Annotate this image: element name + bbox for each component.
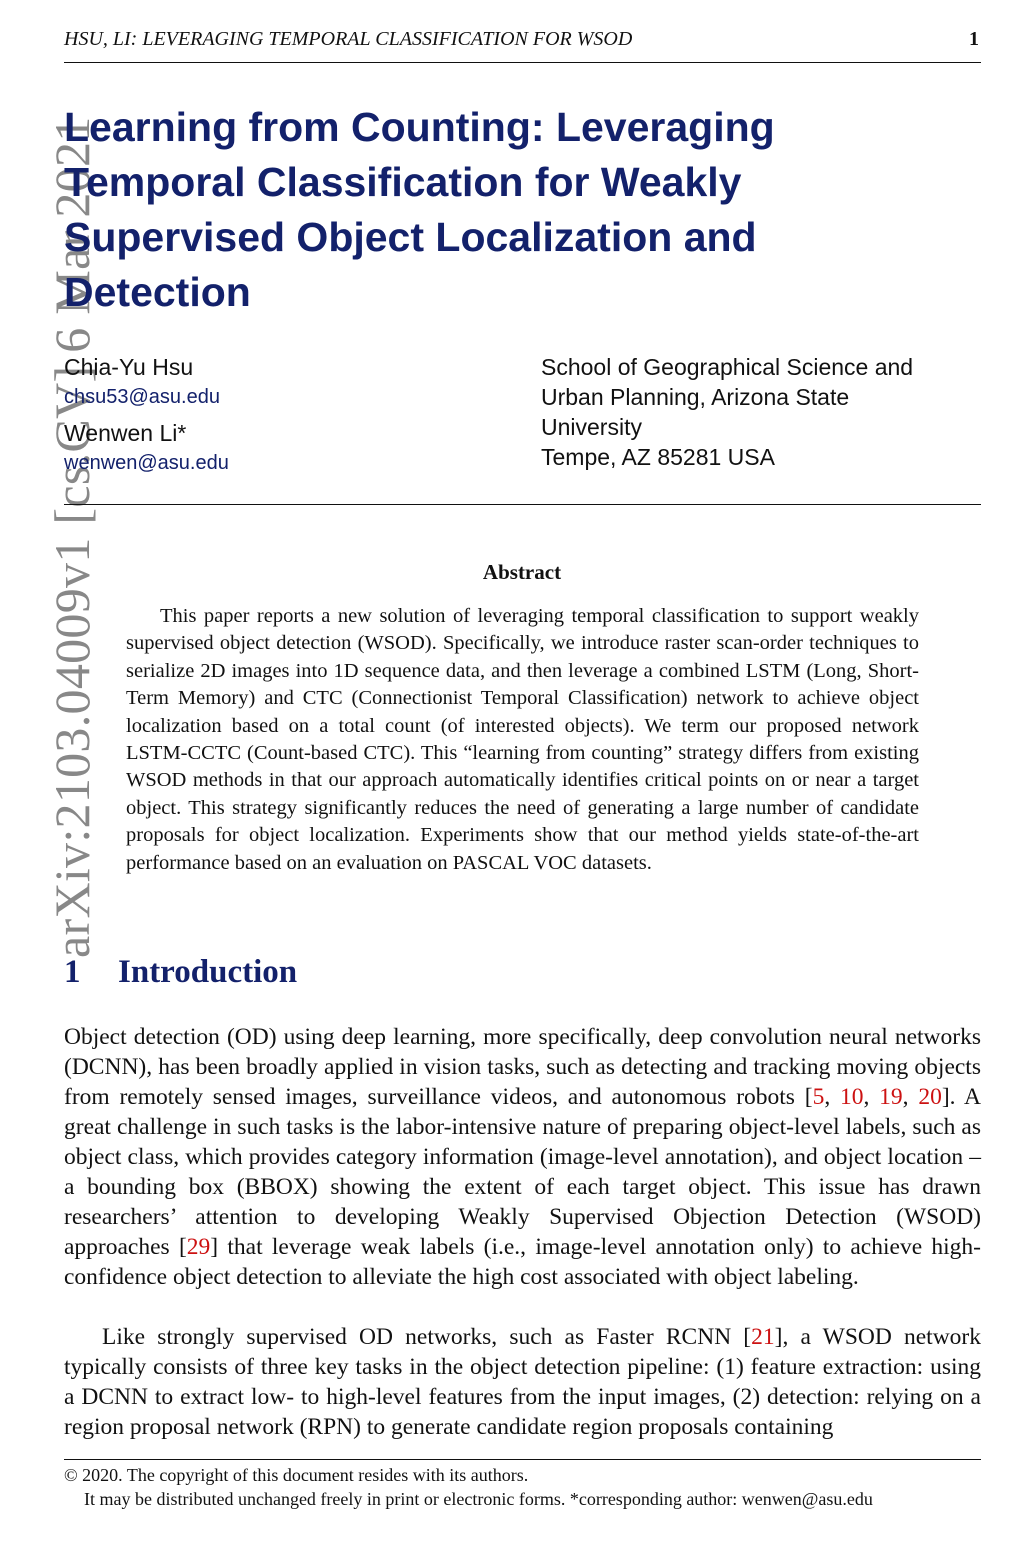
paragraph-text: ]. A great challenge in such tasks is the labor-intensive nature of preparing object-level labels, such as object class, which provides category information (image-level annotation), and object location – a bounding box (BBOX) showing the extent of each target object. This issue has drawn researchers’ attention to developing Weakly Supervised Objection Detection (WSOD) approaches [ [64,1084,982,1260]
running-head-title: HSU, LI: LEVERAGING TEMPORAL CLASSIFICATION FOR WSOD [64,28,633,50]
author-email-link[interactable]: chsu53@asu.edu [64,386,220,408]
citation-link[interactable]: 10 [840,1084,864,1110]
paragraph-text: Object detection (OD) using deep learning, more specifically, deep convolution neural networks (DCNN), has been broadly applied in vision tasks, such as detecting and tracking moving objects from remotely sensed images, surveillance videos, and autonomous robots [ [64,1024,981,1110]
section-title: Introduction [118,954,298,990]
paragraph-text: ], a WSOD network typically consists of three key tasks in the object detection pipeline: (1) feature extraction: using a DCNN to extract low- to high-level features from the input images, (2) detection: relying on a region proposal network (RPN) to generate candidate region proposals containing [64,1324,982,1440]
author-name: Chia-Yu Hsu [64,354,194,380]
affiliation-line: University [541,414,642,440]
distribution-notice: It may be distributed unchanged freely in print or electronic forms. *corresponding author: wenwen@asu.edu [84,1489,873,1509]
affiliation-line: Tempe, AZ 85281 USA [541,444,775,470]
abstract-heading: Abstract [482,560,562,584]
citation-link[interactable]: 20 [918,1084,942,1110]
footer-divider [64,1459,981,1460]
section-number: 1 [64,954,81,990]
citation-link[interactable]: 29 [186,1234,211,1260]
intro-paragraph: Object detection (OD) using deep learning, more specifically, deep convolution neural networks (DCNN), has been broadly applied in vision tasks, such as detecting and tracking moving objects from remotely sensed images, surveillance videos, and autonomous robots [5, 10, 19, 20]. A great challenge in such tasks is the labor-intensive nature of preparing object-level labels, such as object class, which provides category information (image-level annotation), and object location – a bounding box (BBOX) showing the extent of each target object. This issue has drawn researchers’ attention to developing Weakly Supervised Objection Detection (WSOD) approaches [29] that leverage weak labels (i.e., image-level annotation only) to achieve high-confidence object detection to alleviate the high cost associated with object labeling. [64,1024,982,1290]
affiliation [541,352,971,472]
arxiv-stamp: arXiv:2103.04009v1 [cs.CV] 6 Mar 2021 [44,116,100,958]
divider [64,504,981,505]
paragraph-text: Like strongly supervised OD networks, such as Faster RCNN [ [102,1324,752,1350]
abstract-body: This paper reports a new solution of leveraging temporal classification to support weakly supervised object detection (WSOD). Specifically, we introduce raster scan-order techniques to serialize 2D images into 1D sequence data, and then leverage a combined LSTM (Long, Short-Term Memory) and CTC (Connectionist Temporal Classification) network to achieve object localization based on a total count (of interested objects). We term our proposed network LSTM-CCTC (Count-based CTC). This “learning from counting” strategy differs from existing WSOD methods in that our approach automatically identifies critical points on or near a target object. This strategy significantly reduces the need of generating a large number of candidate proposals for object localization. Experiments show that our method yields state-of-the-art performance based on an evaluation on PASCAL VOC datasets. [126,605,919,874]
intro-paragraph [64,1322,981,1442]
citation-link[interactable]: 5 [812,1084,825,1110]
paragraph-text: ] that leverage weak labels (i.e., image-level annotation only) to achieve high-confidence object detection to alleviate the high cost associated with object labeling. [64,1234,981,1290]
affiliation-line: Urban Planning, Arizona State [541,384,850,410]
affiliation-line: School of Geographical Science and [541,354,914,380]
citation-link[interactable]: 21 [751,1324,775,1350]
copyright-notice: © 2020. The copyright of this document resides with its authors. [64,1465,529,1485]
author-block [64,352,229,484]
citation-link[interactable]: 19 [879,1084,903,1110]
paper-title: Learning from Counting: Leveraging Temporal Classification for Weakly Supervised Object Localization and Detection [64,104,775,315]
author-name: Wenwen Li* [64,420,187,446]
running-head [64,24,981,63]
section-heading [64,954,297,991]
author-email-link[interactable]: wenwen@asu.edu [64,452,229,474]
page-number: 1 [969,28,979,50]
